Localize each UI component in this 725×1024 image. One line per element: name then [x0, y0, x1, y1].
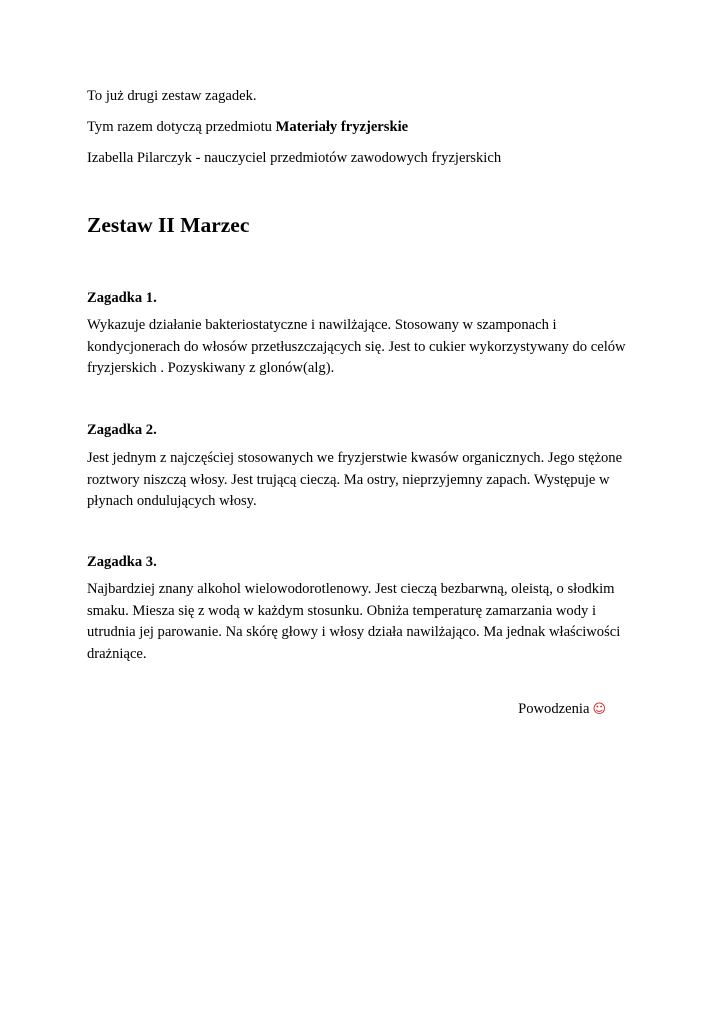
page-title: Zestaw II Marzec — [87, 213, 250, 237]
subject-name: Materiały fryzjerskie — [275, 119, 409, 135]
riddle-2-title: Zagadka 2. — [87, 422, 157, 438]
intro-line-1: To już drugi zestaw zagadek. — [87, 88, 257, 104]
smiley-icon: ☺ — [592, 702, 606, 717]
riddle-1-title: Zagadka 1. — [87, 290, 157, 306]
riddle-2-body: Jest jednym z najczęściej stosowanych we fryzjerstwie kwasów organicznych. Jego stężone roztwory niszczą włosy. Jest trującą cieczą. Ma ostry, nieprzyjemny zapach. Występuje w płynach ondulujących włosy. — [87, 450, 623, 509]
riddle-1-body: Wykazuje działanie bakteriostatyczne i nawilżające. Stosowany w szamponach i kondycjonerach do włosów przetłuszczających się. Jest to cukier wykorzystywany do celów fryzjerskich . Pozyskiwany z glonów(alg). — [87, 317, 626, 376]
signoff — [518, 699, 606, 720]
riddle-3-title: Zagadka 3. — [87, 554, 157, 570]
intro-line-2-prefix: Tym razem dotyczą przedmiotu — [87, 119, 276, 135]
signoff-text: Powodzenia — [518, 701, 590, 717]
riddle-3-body: Najbardziej znany alkohol wielowodorotlenowy. Jest cieczą bezbarwną, oleistą, o słodkim smaku. Miesza się z wodą w każdym stosunku. Obniża temperaturę zamarzania wody i utrudnia jej parowanie. Na skórę głowy i włosy działa nawilżająco. Ma jednak właściwości drażniące. — [87, 581, 621, 662]
intro-line-2 — [87, 117, 408, 137]
author-line: Izabella Pilarczyk - nauczyciel przedmiotów zawodowych fryzjerskich — [87, 150, 502, 166]
